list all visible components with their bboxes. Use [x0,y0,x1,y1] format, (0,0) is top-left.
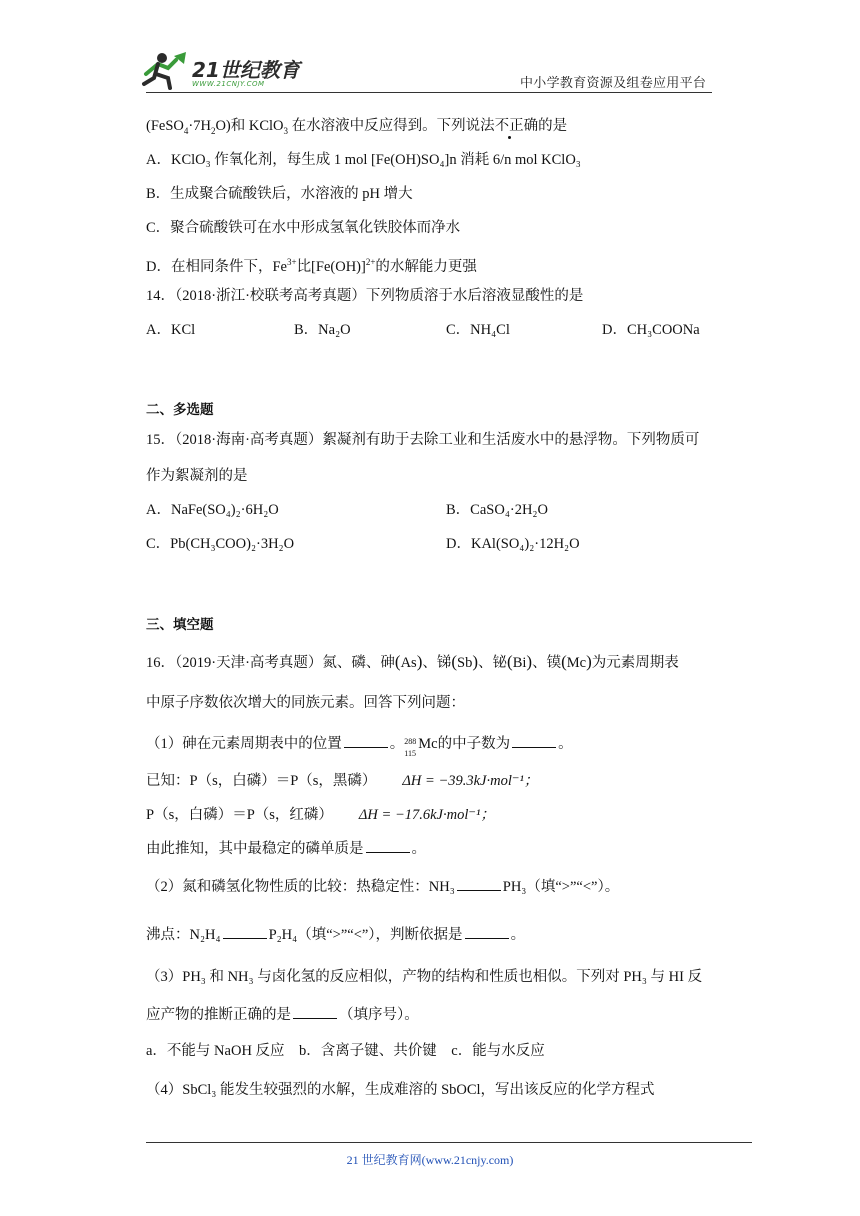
q13-stem: $(FeSO_4\cdot 7H_2O)$和 KClO$_3$ 在水溶液中反应得到。下列说法不正确的是 [146,118,568,136]
answer-blank-choice[interactable] [293,1006,337,1019]
section-heading-multi-choice: 二、多选题 [146,402,214,418]
logo-text: 21世纪教育 [192,58,300,82]
q16-part1: （1）砷在元素周期表中的位置 。 288 115 Mc的中子数为 。 [146,736,573,758]
q16-part4: （4）SbCl₃ 能发生较强烈的水解，生成难溶的 SbOCl，写出该反应的化学方程式 [146,1082,655,1098]
q13-option-a[interactable]: A．KClO₃ 作氧化剂，每生成 1 mol [Fe(OH)SO₄]n 消耗 6/n mol KClO₃ [146,152,581,168]
header-divider [146,92,712,93]
q13-option-d[interactable]: D．在相同条件下，$Fe^{3+}$比$[Fe(OH)]^{2+}$的水解能力更强 [146,257,477,275]
q14-option-a[interactable]: A．KCl [146,322,196,338]
answer-blank-position[interactable] [344,735,388,748]
nuclide-notation: 288 115 [404,736,417,758]
q16-part3-line2: 应产物的推断正确的是 （填序号）。 [146,1007,419,1023]
answer-blank-reason[interactable] [465,926,509,939]
platform-name: 中小学教育资源及组卷应用平台 [520,75,707,90]
site-logo[interactable] [140,48,310,92]
q13-option-b[interactable]: B．生成聚合硫酸铁后，水溶液的 pH 增大 [146,186,413,202]
q14-option-b[interactable]: B．Na₂O [294,322,351,338]
q16-known1: 已知：P（s，白磷）＝P（s，黑磷） ΔH = −39.3kJ·mol⁻¹； [146,773,539,789]
q16-part3-options: a．不能与 NaOH 反应 b．含离子键、共价键 c．能与水反应 [146,1043,545,1059]
emphasis-not: 不正 [494,118,524,134]
q16-stem-line2: 中原子序数依次增大的同族元素。回答下列问题： [146,695,465,711]
q14-option-d[interactable]: D．CH₃COONa [602,322,700,338]
footer-link[interactable]: 21 世纪教育网(www.21cnjy.com) [346,1153,514,1167]
footer-divider [146,1142,752,1143]
answer-blank-boiling[interactable] [223,926,267,939]
q16-stem-line1: 16．（2019·天津·高考真题）氮、磷、砷(As)、锑(Sb)、铋(Bi)、镆(Mc)为元素周期表 [146,652,679,671]
answer-blank-stable-phosphorus[interactable] [366,840,410,853]
answer-blank-stability[interactable] [457,878,501,891]
answer-blank-neutrons[interactable] [512,735,556,748]
q16-known2: P（s，白磷）＝P（s，红磷） ΔH = −17.6kJ·mol⁻¹； [146,807,495,823]
q16-inference: 由此推知，其中最稳定的磷单质是 。 [146,841,426,857]
q16-part3-line1: （3）PH₃ 和 NH₃ 与卤化氢的反应相似，产物的结构和性质也相似。下列对 PH₃ 与 HI 反 [146,969,703,985]
q15-stem-line2: 作为絮凝剂的是 [146,468,248,484]
q15-option-d[interactable]: D．KAl(SO₄)₂·12H₂O [446,536,580,552]
q14-stem: 14．（2018·浙江·校联考高考真题）下列物质溶于水后溶液显酸性的是 [146,288,584,304]
q15-stem-line1: 15．（2018·海南·高考真题）絮凝剂有助于去除工业和生活废水中的悬浮物。下列物质可 [146,432,700,448]
q15-option-b[interactable]: B．CaSO₄·2H₂O [446,502,548,518]
q16-boiling-point: 沸点：N₂H₄ P₂H₄（填“>”“<”），判断依据是 。 [146,927,526,943]
q16-part2: （2）氮和磷氢化物性质的比较：热稳定性：NH₃ PH₃（填“>”“<”）。 [146,879,620,895]
section-heading-fill-blank: 三、填空题 [146,617,214,633]
q15-option-c[interactable]: C．Pb(CH₃COO)₂·3H₂O [146,536,295,552]
q14-option-c[interactable]: C．NH₄Cl [446,322,510,338]
q13-option-c[interactable]: C．聚合硫酸铁可在水中形成氢氧化铁胶体而净水 [146,220,461,236]
q15-option-a[interactable]: A．NaFe(SO₄)₂·6H₂O [146,502,279,518]
logo-url: WWW.21CNJY.COM [192,80,265,88]
